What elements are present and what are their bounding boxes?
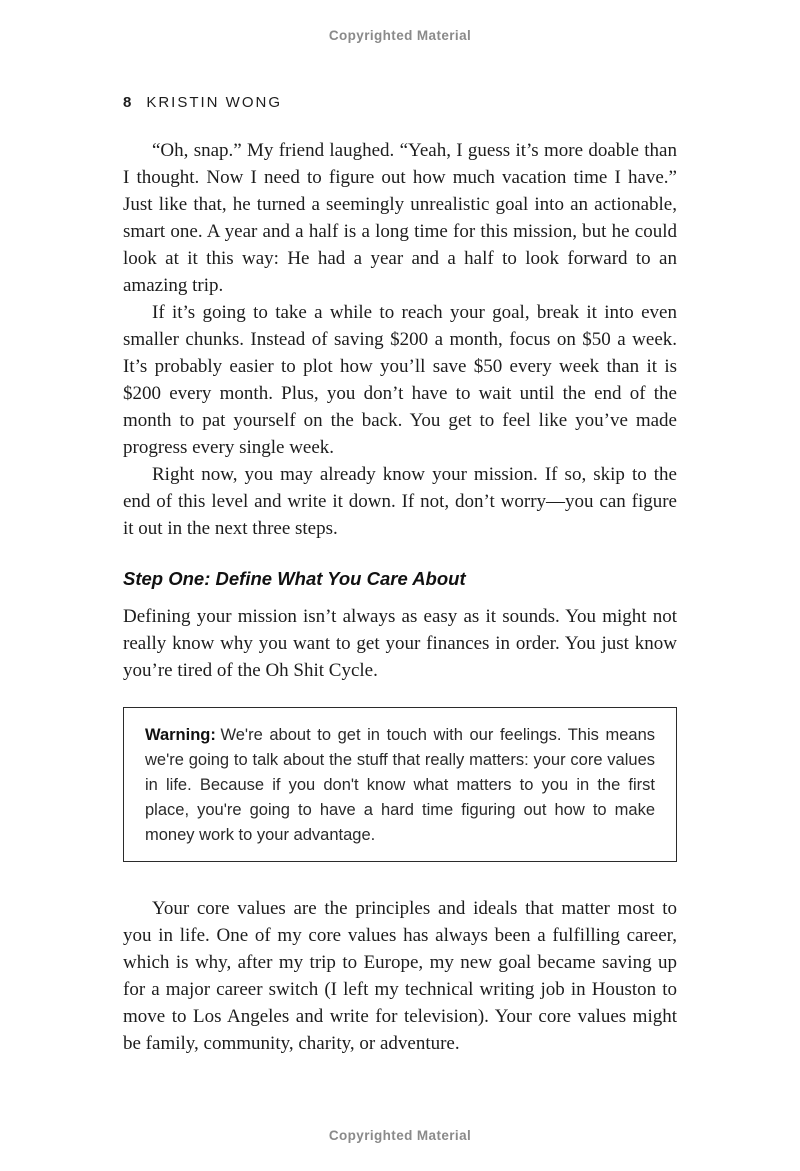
paragraph-smaller-chunks: If it’s going to take a while to reach your goal, break it into even smaller chunks. Instead of saving $200 a month, focus on $50 a week. It’s probably easier to plot how you’ll save $50 every week than it is $200 every month. Plus, you don’t have to wait until the end of the month to pat yourself on the back. You get to feel like you’ve made progress every single week.: [123, 302, 677, 458]
warning-callout-box: [123, 707, 677, 862]
section-heading-step-one: Step One: Define What You Care About: [123, 568, 466, 589]
author-name: KRISTIN WONG: [146, 94, 283, 111]
paragraph-core-values: Your core values are the principles and ideals that matter most to you in life. One of my core values has always been a fulfilling career, which is why, after my trip to Europe, my new goal became saving up for a major career switch (I left my technical writing job in Houston to move to Los Angeles and write for television). Your core values might be family, community, charity, or adventure.: [123, 898, 677, 1054]
warning-label: Warning:: [145, 726, 216, 744]
copyright-notice-top: Copyrighted Material: [328, 28, 472, 43]
page-content: [0, 94, 800, 1057]
paragraph-defining-mission: Defining your mission isn’t always as easy as it sounds. You might not really know why you want to get your finances in order. You just know you’re tired of the Oh Shit Cycle.: [123, 606, 677, 681]
paragraph-oh-snap: “Oh, snap.” My friend laughed. “Yeah, I guess it’s more doable than I thought. Now I need to figure out how much vacation time I have.” Just like that, he turned a seemingly unrealistic goal into an actionable, smart one. A year and a half is a long time for this mission, but he could look at it this way: He had a year and a half to look forward to an amazing trip.: [123, 140, 677, 296]
running-header: [123, 94, 677, 111]
paragraph-know-your-mission: Right now, you may already know your mission. If so, skip to the end of this level and write it down. If not, don’t worry—you can figure it out in the next three steps.: [123, 464, 677, 539]
warning-text: We're about to get in touch with our feelings. This means we're going to talk about the stuff that really matters: your core values in life. Because if you don't know what matters to you in the first place, you're going to have a hard time figuring out how to make money work to your advantage.: [145, 726, 655, 844]
page-number: 8: [123, 94, 132, 111]
copyright-notice-bottom: Copyrighted Material: [328, 1128, 472, 1143]
